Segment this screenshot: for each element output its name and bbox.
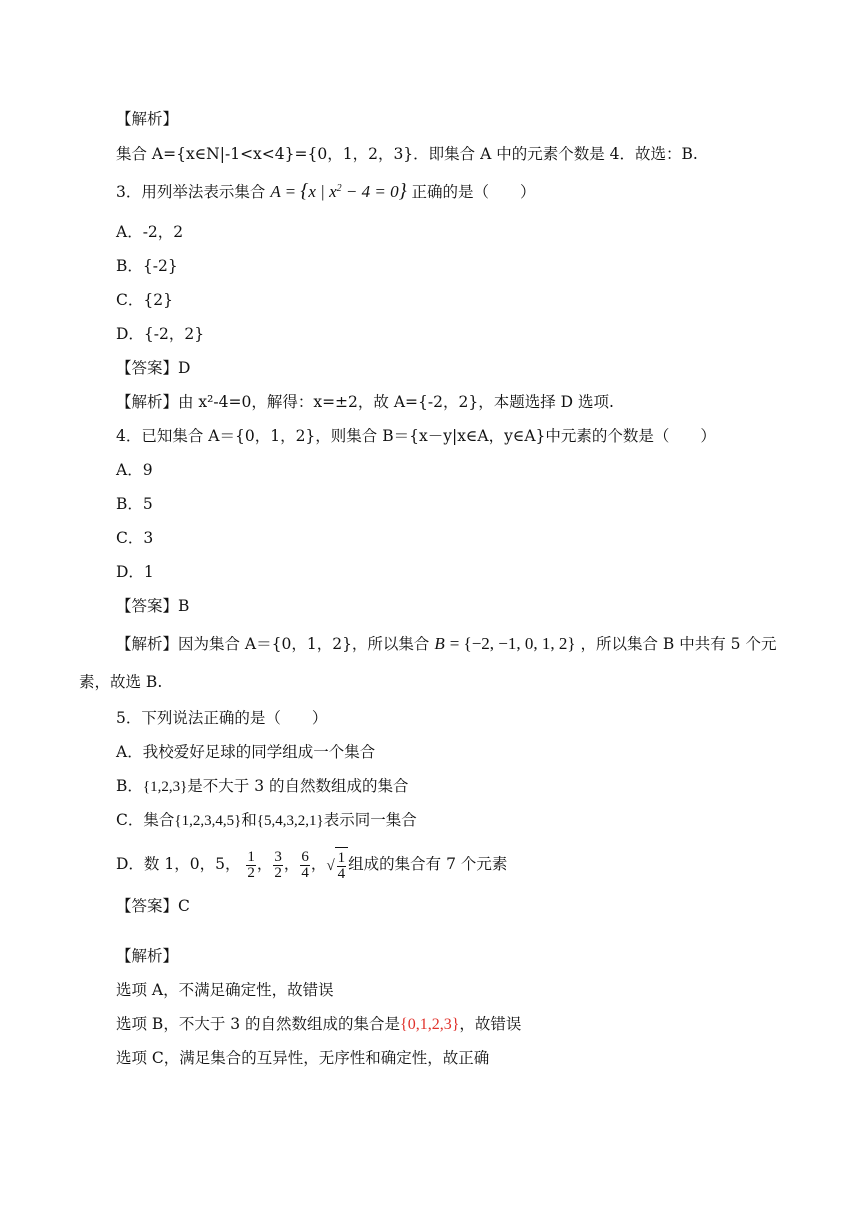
q3-option-b: B．{-2} — [116, 257, 178, 275]
q5-option-b-set: {1,2,3} — [142, 779, 188, 795]
fraction-numerator: 3 — [274, 848, 282, 865]
q3-stem-prefix: 3．用列举法表示集合 — [116, 183, 266, 201]
q5-analysis-b-suffix: ，故错误 — [459, 1015, 522, 1033]
q5-fraction-1 — [246, 850, 256, 881]
q5-option-d-label: D．数 1，0，5， — [116, 855, 241, 873]
q5-fraction-2 — [273, 850, 283, 881]
q5-analysis-c: 选项 C，满足集合的互异性，无序性和确定性，故正确 — [116, 1049, 490, 1067]
q5-option-b-label: B． — [116, 777, 143, 795]
analysis-heading-q2: 【解析】 — [116, 110, 179, 128]
q5-fraction-3 — [300, 850, 310, 881]
q4-option-a: A．9 — [116, 461, 153, 479]
fraction-denominator: 4 — [301, 864, 309, 881]
q4-analysis-suffix: ，所以集合 B 中共有 5 个元 — [580, 635, 777, 653]
q4-option-d: D．1 — [116, 563, 154, 581]
q5-option-a: A．我校爱好足球的同学组成一个集合 — [116, 743, 376, 761]
q3-option-a: A．-2，2 — [116, 223, 184, 241]
q5-option-b — [116, 776, 409, 797]
q4-answer: 【答案】B — [116, 597, 190, 615]
q4-option-c: C．3 — [116, 529, 154, 547]
q5-option-d: D．数 1，0，5， $\frac{1}{2}$ ， $\frac{3}{2}$ ， $\frac{6}{4}$ ，√ $\frac{1}{4}$ 组成的集合有 7 个元素 — [116, 848, 508, 882]
question-5-stem: 5．下列说法正确的是（ ） — [116, 709, 328, 727]
q3-set-formula: A = {x | $x^2 - 4 = 0$} — [270, 180, 407, 202]
fraction-numerator: 1 — [247, 848, 255, 865]
q5-analysis-a: 选项 A，不满足确定性，故错误 — [116, 981, 334, 999]
q3-option-d: D．{-2，2} — [116, 325, 205, 343]
q5-option-c-and: 和 — [241, 811, 257, 829]
fraction-denominator: 4 — [337, 865, 346, 882]
question-4-stem: 4．已知集合 A＝{0，1，2}，则集合 B＝{x－y|x∈A，y∈A}中元素的个数是（ ） — [116, 427, 716, 445]
q5-option-c — [116, 810, 417, 831]
q5-option-c-text: 表示同一集合 — [323, 811, 417, 829]
q5-option-d-text: 组成的集合有 7 个元素 — [348, 855, 508, 873]
q4-analysis — [116, 634, 776, 654]
q5-sqrt-fraction: √ $\frac{1}{4}$ — [326, 847, 348, 884]
q5-analysis-b-set: {0,1,2,3} — [400, 1016, 460, 1033]
q4-analysis-prefix: 【解析】因为集合 A＝{0，1，2}，所以集合 — [116, 635, 430, 653]
q4-analysis-line2: 素，故选 B. — [79, 673, 163, 691]
fraction-numerator: 6 — [301, 848, 309, 865]
q3-stem-suffix: 正确的是（ ） — [411, 183, 536, 201]
q3-answer: 【答案】D — [116, 359, 191, 377]
question-3-stem — [116, 181, 536, 202]
fraction-numerator: 1 — [337, 849, 346, 866]
q4-set-b-formula: B — [434, 634, 445, 653]
q5-option-c-set2: {5,4,3,2,1} — [256, 813, 324, 829]
q4-option-b: B．5 — [116, 495, 153, 513]
analysis-text-q2: 集合 A={x∈N|-1<x<4}={0，1，2，3}．即集合 A 中的元素个数是 4．故选：B. — [116, 145, 698, 163]
q5-option-c-label: C．集合 — [116, 811, 175, 829]
q5-analysis-heading: 【解析】 — [116, 947, 179, 965]
fraction-denominator: 2 — [247, 864, 255, 881]
q3-analysis: 【解析】由 x²-4=0，解得：x=±2，故 A={-2，2}，本题选择 D 选项. — [116, 393, 614, 411]
q5-answer: 【答案】C — [116, 897, 190, 915]
q4-set-b-values: = {−2, −1, 0, 1, 2} — [449, 634, 576, 653]
q5-option-b-text: 是不大于 3 的自然数组成的集合 — [187, 777, 409, 795]
q3-option-c: C．{2} — [116, 291, 173, 309]
fraction-denominator: 2 — [274, 864, 282, 881]
q5-option-c-set1: {1,2,3,4,5} — [174, 813, 242, 829]
q5-analysis-b — [116, 1014, 521, 1035]
q5-analysis-b-text: 选项 B，不大于 3 的自然数组成的集合是 — [116, 1015, 401, 1033]
